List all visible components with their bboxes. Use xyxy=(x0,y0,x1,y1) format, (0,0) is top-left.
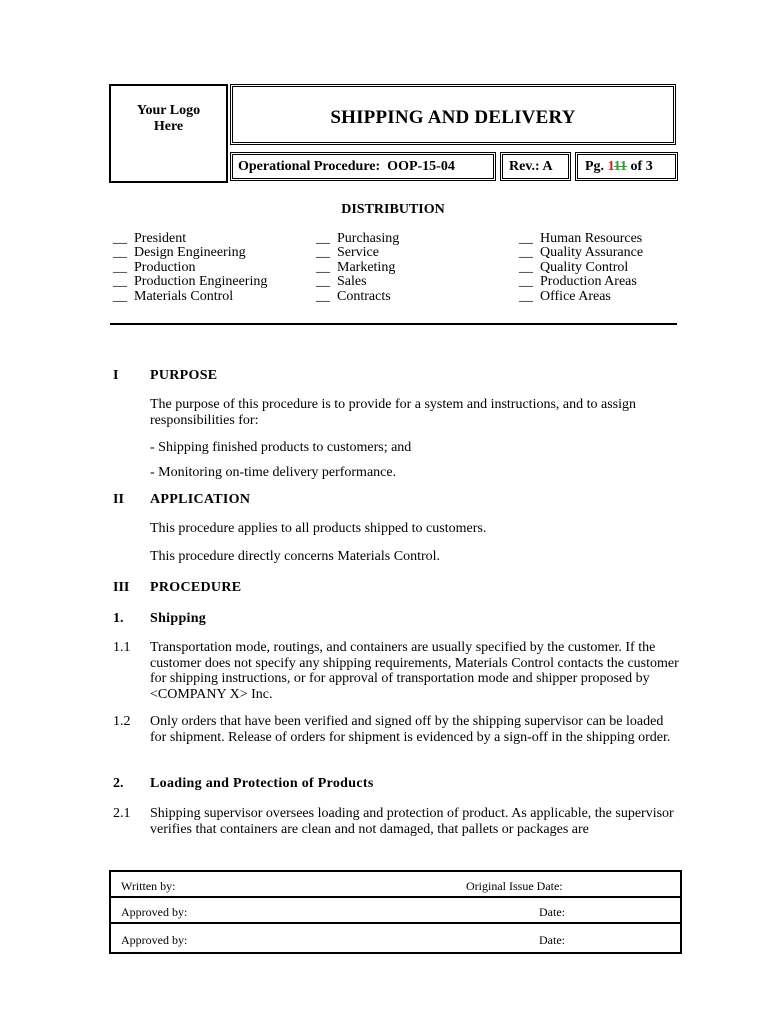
subsection-heading-loading: Loading and Protection of Products xyxy=(150,776,374,791)
approved-by-label: Approved by: xyxy=(121,905,188,919)
document-title: SHIPPING AND DELIVERY xyxy=(330,107,576,128)
purpose-bullet-1: - Shipping finished products to customers; and xyxy=(150,440,412,455)
section-divider xyxy=(110,323,677,325)
date-label: Date: xyxy=(539,933,565,947)
procedure-number: Operational Procedure: OOP-15-04 xyxy=(238,159,455,174)
distribution-item: __ Contracts xyxy=(316,288,391,304)
written-by-label: Written by: xyxy=(121,879,176,893)
distribution-item: __ Materials Control xyxy=(113,288,234,304)
section-number-application: II xyxy=(113,492,124,507)
approval-table xyxy=(109,870,682,954)
title-box xyxy=(230,84,676,145)
section-heading-procedure: PROCEDURE xyxy=(150,580,242,595)
section-number-procedure: III xyxy=(113,580,130,595)
distribution-item: __ Production Areas xyxy=(519,274,637,290)
logo-text-line2: Here xyxy=(153,119,184,134)
distribution-column-2 xyxy=(316,232,399,304)
original-issue-date-label: Original Issue Date: xyxy=(466,879,563,893)
approved-by-label: Approved by: xyxy=(121,933,188,947)
distribution-item: __ Purchasing xyxy=(316,231,400,246)
distribution-item: __ Office Areas xyxy=(519,288,611,304)
application-paragraph-1: This procedure applies to all products shipped to customers. xyxy=(150,521,487,536)
page-prefix: Pg. xyxy=(585,159,608,174)
approval-row-2 xyxy=(111,926,680,952)
page-number-deleted: 11 xyxy=(613,159,628,174)
distribution-column-1 xyxy=(113,232,267,304)
item-number-2-1: 2.1 xyxy=(113,806,131,821)
distribution-item: __ President xyxy=(113,231,187,246)
item-text-1-2: Only orders that have been verified and signed off by the shipping supervisor can be loaded for shipment. Release of orders for shipment is evidenced by a sign-off in the shipping order. xyxy=(150,714,671,745)
distribution-item: __ Design Engineering xyxy=(113,245,246,261)
distribution-item: __ Human Resources xyxy=(519,231,643,246)
revision-label: Rev.: A xyxy=(509,159,553,174)
distribution-item: __ Production xyxy=(113,259,196,275)
subsection-heading-shipping: Shipping xyxy=(150,611,207,626)
purpose-bullet-2: - Monitoring on-time delivery performance. xyxy=(150,465,397,480)
distribution-item: __ Sales xyxy=(316,274,367,290)
logo-text xyxy=(111,103,226,135)
item-number-1-1: 1.1 xyxy=(113,640,131,655)
date-label: Date: xyxy=(539,905,565,919)
page-suffix: of 3 xyxy=(627,159,653,174)
item-text-2-1: Shipping supervisor oversees loading and protection of product. As applicable, the supervisor verifies that containers are clean and not damaged, that pallets or packages are xyxy=(150,806,674,837)
distribution-item: __ Service xyxy=(316,245,379,261)
subsection-number-shipping: 1. xyxy=(113,611,124,626)
distribution-item: __ Marketing xyxy=(316,259,396,275)
section-heading-purpose: PURPOSE xyxy=(150,368,218,383)
approval-row-written xyxy=(111,872,680,898)
approval-row-1 xyxy=(111,898,680,924)
subsection-number-loading: 2. xyxy=(113,776,124,791)
distribution-title: DISTRIBUTION xyxy=(341,202,445,217)
page-number-box xyxy=(575,152,678,181)
purpose-paragraph: The purpose of this procedure is to provide for a system and instructions, and to assign responsibilities for: xyxy=(150,397,637,428)
logo-placeholder xyxy=(109,84,228,183)
application-paragraph-2: This procedure directly concerns Materials Control. xyxy=(150,549,441,564)
distribution-item: __ Quality Control xyxy=(519,259,629,275)
section-heading-application: APPLICATION xyxy=(150,492,251,507)
distribution-item: __ Quality Assurance xyxy=(519,245,644,261)
distribution-item: __ Production Engineering xyxy=(113,274,268,290)
revision-box xyxy=(500,152,571,181)
logo-text-line1: Your Logo xyxy=(136,103,201,118)
section-number-purpose: I xyxy=(113,368,119,383)
item-number-1-2: 1.2 xyxy=(113,714,131,729)
page-number-inserted: 1 xyxy=(607,159,614,174)
distribution-column-3 xyxy=(519,232,643,304)
procedure-number-box xyxy=(230,152,496,181)
item-text-1-1: Transportation mode, routings, and containers are usually specified by the customer. If the customer does not specify any shipping requirements, Materials Control contacts the customer for shipping instructions, or for approval of transportation mode and shipper proposed by <COMPANY X> Inc. xyxy=(150,640,679,702)
